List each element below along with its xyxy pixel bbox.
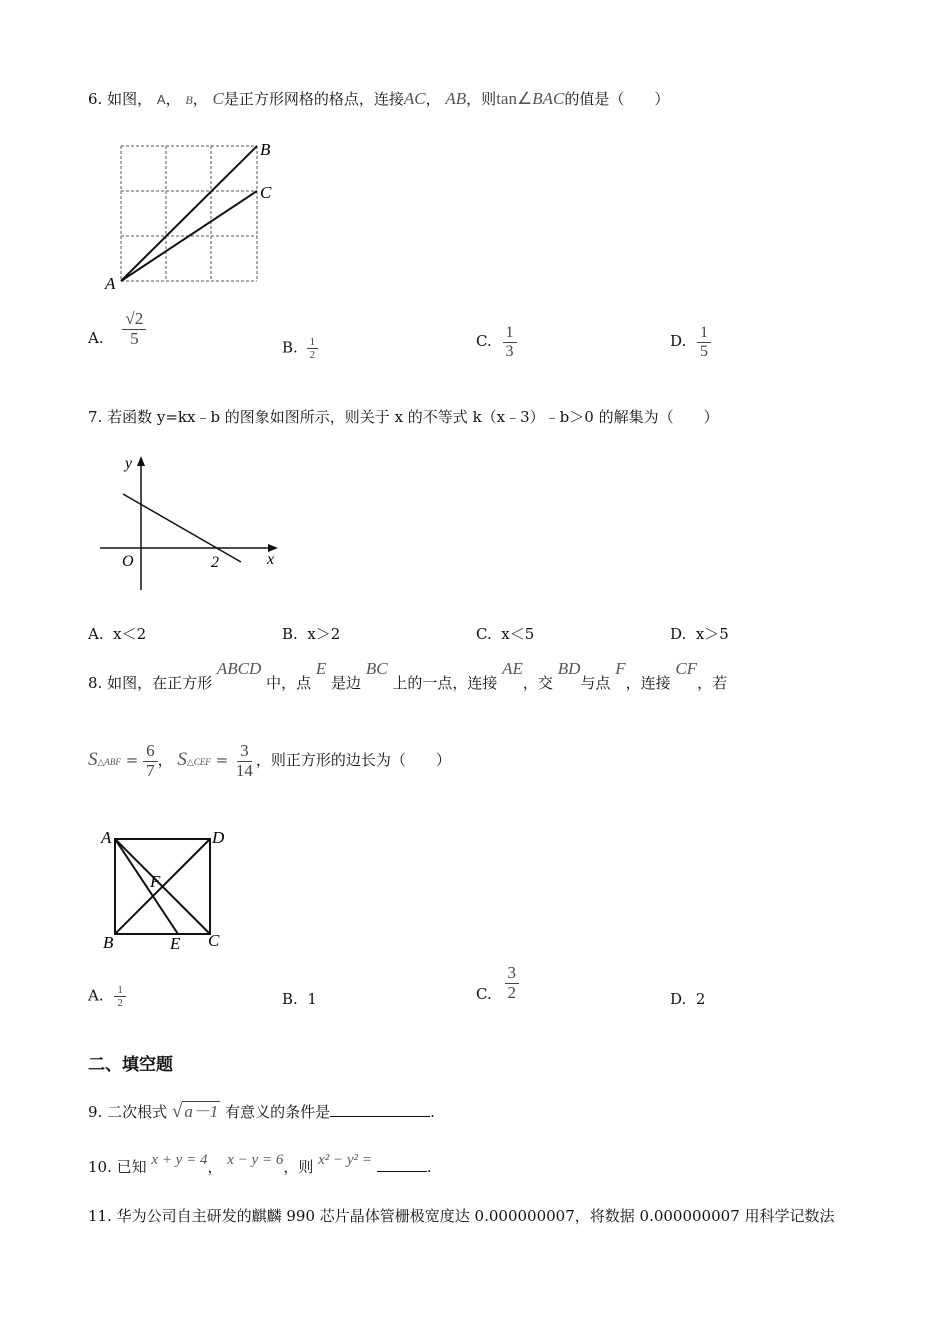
q8-eq2: = — [215, 751, 229, 770]
q8-option-c-den: 2 — [507, 982, 516, 1002]
q8-option-a-fraction — [114, 984, 126, 1009]
q8-option-c-label: C. — [476, 985, 492, 1004]
q6-seg-ac: AC — [403, 89, 426, 108]
q6-fig-label-b: B — [260, 140, 271, 159]
q6-option-b-num: 1 — [307, 336, 319, 349]
q6-grid-figure — [100, 135, 290, 295]
q8-option-d[interactable] — [670, 990, 705, 1008]
q9-text-1: 9. 二次根式 — [88, 1103, 168, 1121]
q6-point-c: C — [212, 89, 224, 108]
q8-text-6: 与点 — [580, 674, 611, 692]
q9-radicand: a－1 — [184, 1102, 219, 1121]
q7-option-d-label: D. — [670, 625, 687, 643]
q8-text-5: ，交 — [522, 674, 553, 692]
q8-seg-cf: CF — [675, 659, 698, 678]
q7-option-c-text: x＜5 — [501, 625, 535, 643]
q8-point-e: E — [315, 659, 327, 678]
q6-stem — [88, 88, 669, 109]
q6-option-d-den: 5 — [700, 342, 709, 360]
q8-text-1: 如图，在正方形 — [107, 674, 213, 692]
q8-option-a-num: 1 — [114, 984, 126, 997]
q7-graph-figure — [95, 450, 285, 600]
q7-option-d-text: x＞5 — [695, 625, 729, 643]
q10-equation-2: x − y = 6 — [227, 1152, 284, 1168]
q10-end: . — [426, 1158, 432, 1176]
q8-f2-num: 3 — [237, 742, 252, 762]
q8-text-2: 中，点 — [266, 674, 312, 692]
q6-text-c: ，则 — [466, 90, 497, 108]
q8-option-d-text: 2 — [695, 990, 706, 1008]
q6-point-b: B — [185, 93, 193, 107]
q7-y-axis-arrow — [137, 456, 145, 466]
q6-option-c-num: 1 — [503, 324, 517, 343]
q8-option-c-fraction — [505, 964, 520, 1002]
q8-text-8: ，若 — [697, 674, 728, 692]
q8-sub-abf: △ABF — [97, 757, 121, 768]
q8-seg-ae: AE — [502, 659, 523, 678]
q8-option-a[interactable] — [88, 984, 126, 1009]
q7-option-c-label: C. — [476, 625, 492, 643]
q7-label-two: 2 — [211, 554, 219, 571]
q7-option-a-text: x＜2 — [113, 625, 147, 643]
q6-option-c-den: 3 — [505, 342, 514, 360]
q6-option-a-fraction — [122, 310, 146, 348]
q8-fig-label-a: A — [101, 828, 112, 847]
q10-answer-blank[interactable] — [377, 1157, 427, 1172]
q6-angle-bac: BAC — [532, 89, 565, 108]
q8-f1-den: 7 — [146, 760, 155, 780]
q7-option-b-text: x＞2 — [307, 625, 341, 643]
q8-eq1: = — [125, 751, 139, 770]
q6-seg-ab: AB — [445, 89, 467, 108]
q6-point-a: A — [156, 92, 166, 107]
q6-tan: tan∠ — [496, 89, 533, 108]
q10-stem — [88, 1152, 432, 1177]
q10-text-2: ，则 — [283, 1158, 314, 1176]
q9-sqrt-sign: √ — [171, 1101, 183, 1122]
q6-sep1: ， — [165, 90, 181, 108]
q6-option-c[interactable] — [476, 324, 517, 360]
q6-segment-ab — [121, 146, 257, 281]
q8-text-4: 上的一点，连接 — [392, 674, 498, 692]
q6-option-d-fraction — [697, 324, 711, 360]
q11-stem: 11. 华为公司自主研发的麒麟 990 芯片晶体管栅极宽度达 0.000000007，将数据 0.000000007 用科学记数法 — [88, 1207, 835, 1225]
q6-option-c-fraction — [503, 324, 517, 360]
q10-text-1: 10. 已知 — [88, 1158, 147, 1176]
q8-option-c[interactable] — [476, 964, 519, 1002]
q8-sub-cef: △CEF — [186, 757, 211, 768]
q8-fraction-3-14 — [233, 742, 256, 780]
q8-fig-label-c: C — [208, 931, 220, 950]
q7-option-a-label: A. — [88, 625, 104, 643]
q6-text-b: 是正方形网格的格点，连接 — [223, 90, 404, 108]
q8-option-c-num: 3 — [505, 964, 520, 984]
q8-text-7: ，连接 — [625, 674, 671, 692]
q7-option-b-label: B. — [282, 625, 298, 643]
q10-expression: x² − y² = — [318, 1152, 372, 1168]
q6-fig-label-a: A — [105, 274, 116, 293]
q8-option-a-label: A. — [88, 986, 104, 1005]
q8-stem-line1 — [88, 659, 728, 693]
q8-f1-num: 6 — [143, 742, 158, 762]
q6-option-d-label: D. — [670, 332, 687, 351]
q8-option-b[interactable] — [282, 990, 317, 1008]
q6-option-a-den: 5 — [130, 328, 139, 348]
q8-text-3: 是边 — [331, 674, 362, 692]
q8-point-f: F — [615, 659, 626, 678]
q6-option-b-den: 2 — [309, 349, 316, 362]
q8-fig-label-f: F — [150, 872, 161, 891]
q8-fig-label-d: D — [212, 828, 225, 847]
q8-option-a-den: 2 — [117, 997, 123, 1010]
q6-option-d-num: 1 — [697, 324, 711, 343]
q8-option-d-label: D. — [670, 990, 687, 1008]
q9-answer-blank[interactable] — [330, 1102, 430, 1117]
q6-fig-label-c: C — [260, 183, 272, 202]
q8-seg-bd: BD — [557, 659, 581, 678]
q8-stem-line2 — [88, 742, 451, 780]
q10-equation-1: x + y = 4 — [151, 1152, 208, 1168]
q6-text-a: 如图， — [107, 90, 153, 108]
q9-end: . — [430, 1103, 435, 1121]
q7-label-y: y — [125, 455, 133, 472]
q6-sep3: ， — [425, 90, 441, 108]
q7-option-b[interactable] — [282, 623, 340, 644]
q6-option-b-fraction — [307, 336, 319, 361]
q8-area-s1: S — [88, 749, 98, 771]
q6-option-d[interactable] — [670, 324, 711, 360]
q8-f2-den: 14 — [235, 760, 253, 780]
q8-number: 8. — [88, 674, 103, 692]
q10-comma: ， — [207, 1158, 223, 1176]
q6-option-a-label: A. — [88, 329, 104, 348]
q6-text-d: 的值是（ ） — [564, 90, 670, 108]
q7-label-origin: O — [122, 553, 134, 570]
q8-option-b-text: 1 — [307, 990, 317, 1008]
q7-option-d[interactable] — [670, 623, 729, 644]
q8-text-9: ，则正方形的边长为（ ） — [255, 751, 451, 770]
q6-option-a-num: √2 — [122, 310, 146, 330]
q7-label-x: x — [267, 551, 275, 568]
q8-square-figure — [98, 825, 238, 955]
q6-option-c-label: C. — [476, 332, 492, 351]
q8-segment-ae — [115, 839, 178, 934]
q8-fraction-6-7 — [143, 742, 158, 780]
q8-comma: ， — [157, 751, 173, 770]
q7-stem: 7. 若函数 y=kx﹣b 的图象如图所示，则关于 x 的不等式 k（x﹣3）﹣b＞0 的解集为（ ） — [88, 408, 719, 426]
q6-number: 6. — [88, 90, 103, 108]
q8-fig-label-e: E — [170, 934, 181, 953]
q6-option-a[interactable] — [88, 309, 146, 358]
q6-sep2: ， — [192, 90, 208, 108]
section-fill-in-title: 二、填空题 — [88, 1055, 173, 1075]
q9-text-2: 有意义的条件是 — [225, 1103, 331, 1121]
q8-side-bc: BC — [365, 659, 388, 678]
q7-option-a[interactable] — [88, 623, 146, 644]
q8-square-abcd: ABCD — [216, 659, 262, 678]
q6-option-b[interactable] — [282, 336, 318, 361]
q8-fig-label-b: B — [103, 933, 114, 952]
q9-stem — [88, 1097, 435, 1123]
q7-option-c[interactable] — [476, 623, 534, 644]
q8-option-b-label: B. — [282, 990, 298, 1008]
q6-option-b-label: B. — [282, 338, 298, 357]
q8-area-s2: S — [177, 749, 187, 771]
